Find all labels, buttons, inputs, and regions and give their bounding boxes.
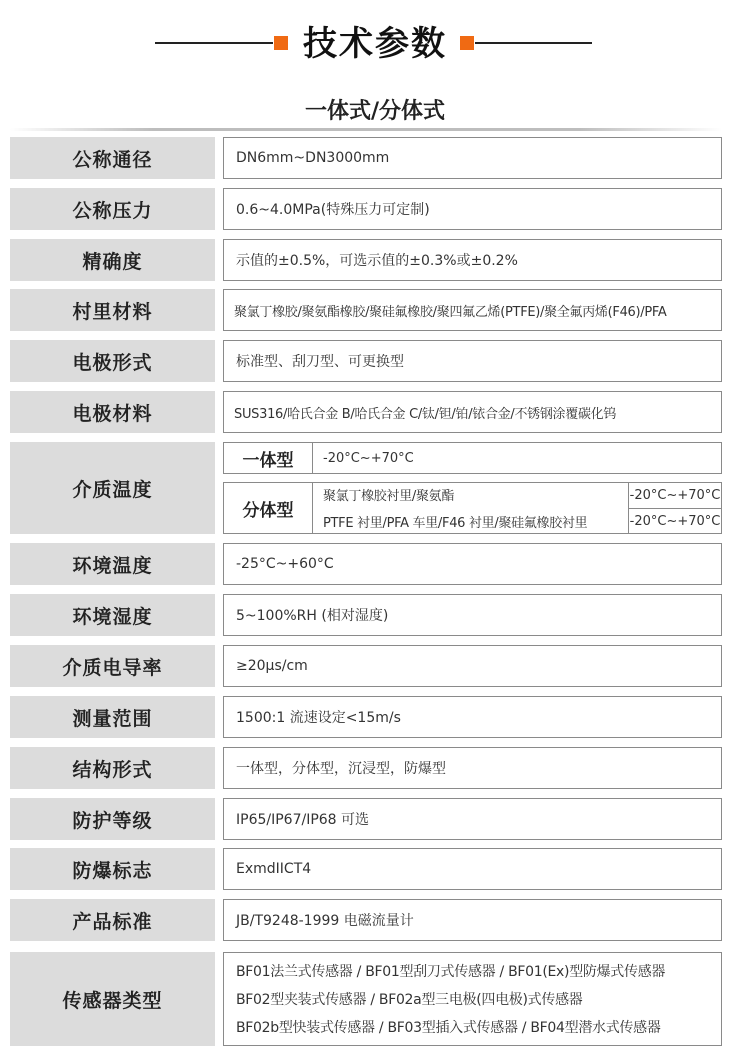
sensor-type-line: BF02型夹装式传感器 / BF02a型三电极(四电极)式传感器 xyxy=(236,992,583,1008)
spec-label: 电极材料 xyxy=(10,391,215,433)
split-temp-range: -20°C~+70°C xyxy=(628,482,722,509)
split-lining-list xyxy=(312,482,629,534)
spec-row xyxy=(10,391,722,433)
medium-temp-row xyxy=(10,442,722,534)
spec-value: 聚氯丁橡胶/聚氨酯橡胶/聚硅氟橡胶/聚四氟乙烯(PTFE)/聚全氟丙烯(F46)/PFA xyxy=(223,289,722,331)
header-right-line xyxy=(475,42,592,44)
sensor-type-line: BF02b型快装式传感器 / BF03型插入式传感器 / BF04型潜水式传感器 xyxy=(236,1020,661,1036)
spec-label: 公称通径 xyxy=(10,137,215,179)
page-title: 技术参数 xyxy=(303,24,447,64)
spec-label: 测量范围 xyxy=(10,696,215,738)
spec-value: -25°C~+60°C xyxy=(223,543,722,585)
spec-row xyxy=(10,340,722,382)
spec-row xyxy=(10,137,722,179)
spec-label: 结构形式 xyxy=(10,747,215,789)
spec-value: 0.6~4.0MPa(特殊压力可定制) xyxy=(223,188,722,230)
sensor-types-list xyxy=(223,952,722,1046)
spec-value: ≥20μs/cm xyxy=(223,645,722,687)
spec-row xyxy=(10,239,722,281)
integrated-temp-range: -20°C~+70°C xyxy=(312,442,722,474)
spec-value: 一体型，分体型，沉浸型，防爆型 xyxy=(223,747,722,789)
spec-label: 精确度 xyxy=(10,239,215,281)
spec-row xyxy=(10,645,722,687)
spec-row xyxy=(10,696,722,738)
subtitle-divider xyxy=(10,128,722,131)
spec-value: 5~100%RH (相对湿度) xyxy=(223,594,722,636)
spec-label: 防护等级 xyxy=(10,798,215,840)
spec-row xyxy=(10,848,722,890)
spec-label: 环境湿度 xyxy=(10,594,215,636)
spec-label: 村里材料 xyxy=(10,289,215,331)
spec-label: 介质温度 xyxy=(10,442,215,534)
split-lining-item: 聚氯丁橡胶衬里/聚氨酯 xyxy=(323,489,455,504)
spec-value: 标准型、刮刀型、可更换型 xyxy=(223,340,722,382)
spec-label: 环境温度 xyxy=(10,543,215,585)
spec-row xyxy=(10,899,722,941)
spec-label: 介质电导率 xyxy=(10,645,215,687)
spec-value: SUS316/哈氏合金 B/哈氏合金 C/钛/钽/铂/铱合金/不锈钢涂覆碳化钨 xyxy=(223,391,722,433)
spec-value: JB/T9248-1999 电磁流量计 xyxy=(223,899,722,941)
spec-label: 公称压力 xyxy=(10,188,215,230)
split-lining-item: PTFE 衬里/PFA 车里/F46 衬里/聚硅氟橡胶衬里 xyxy=(323,516,588,531)
integrated-type-label: 一体型 xyxy=(223,442,313,474)
spec-row xyxy=(10,594,722,636)
spec-value: IP65/IP67/IP68 可选 xyxy=(223,798,722,840)
spec-row xyxy=(10,747,722,789)
spec-row xyxy=(10,188,722,230)
spec-value: 1500:1 流速设定<15m/s xyxy=(223,696,722,738)
spec-value: DN6mm~DN3000mm xyxy=(223,137,722,179)
spec-row xyxy=(10,289,722,331)
spec-value: 示值的±0.5%，可选示值的±0.3%或±0.2% xyxy=(223,239,722,281)
header-right-accent xyxy=(460,36,474,50)
spec-row xyxy=(10,798,722,840)
spec-value: ExmdIICT4 xyxy=(223,848,722,890)
spec-row xyxy=(10,543,722,585)
spec-label: 电极形式 xyxy=(10,340,215,382)
spec-label: 防爆标志 xyxy=(10,848,215,890)
section-subtitle: 一体式/分体式 xyxy=(304,99,446,124)
sensor-types-row xyxy=(10,952,722,1046)
section-header xyxy=(0,0,750,90)
split-type-label: 分体型 xyxy=(223,482,313,534)
sensor-type-line: BF01法兰式传感器 / BF01型刮刀式传感器 / BF01(Ex)型防爆式传感器 xyxy=(236,964,666,980)
spec-label: 传感器类型 xyxy=(10,952,215,1046)
split-temp-range: -20°C~+70°C xyxy=(628,508,722,534)
spec-label: 产品标准 xyxy=(10,899,215,941)
